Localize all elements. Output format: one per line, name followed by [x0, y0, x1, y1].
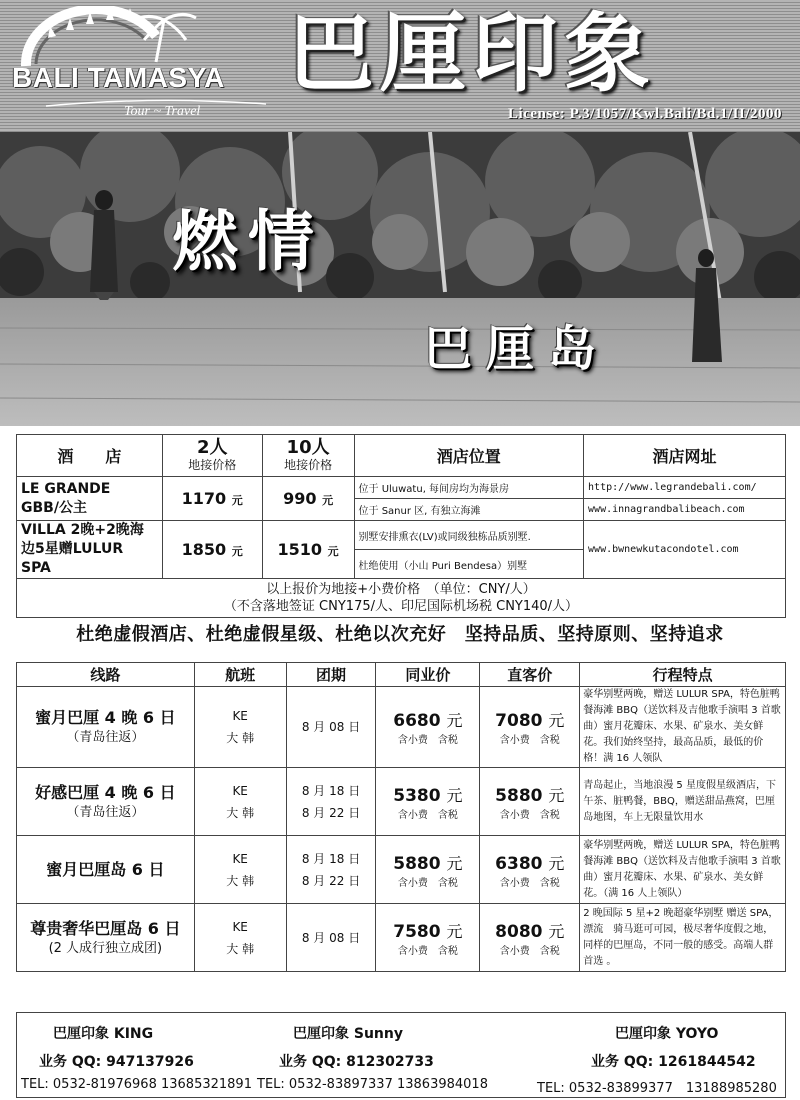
col-peer-price: 同业价: [376, 663, 480, 687]
direct-price: [480, 768, 580, 836]
flight-code: KE: [232, 783, 248, 798]
currency-unit: 元: [548, 785, 565, 805]
contact-tel[interactable]: TEL: 0532-83899377 13188985280: [537, 1081, 777, 1096]
departure-date: 8 月 08 日: [301, 930, 361, 945]
direct-price: [480, 687, 580, 768]
route-features: 豪华别墅两晚，赠送 LULUR SPA，特色脏鸭餐海滩 BBQ（送饮料及吉他歌手演唱 3 首歌曲）蜜月花瓣床、水果、矿泉水、美女鲜花。我们始终坚持，最高品质，最低的价格！满 16 人领队: [580, 687, 786, 768]
col-features: 行程特点: [580, 663, 786, 687]
price-value: 1170: [181, 489, 227, 508]
hotel-location: 位于 Uluwatu, 每间房均为海景房: [354, 477, 584, 499]
license-number: License: P.3/1057/Kwl.Bali/Bd.1/II/2000: [508, 106, 782, 122]
hotel-website-link[interactable]: www.bwnewkutacondotel.com: [584, 521, 786, 579]
contact-qq[interactable]: 业务 QQ: 1261844542: [591, 1054, 756, 1070]
currency-unit: 元: [322, 494, 334, 507]
currency-unit: 元: [548, 711, 565, 730]
brand-logo: [6, 6, 268, 126]
hotel-price-2: [162, 477, 262, 521]
hotel-name: [17, 477, 163, 521]
tip-note: 含小费: [499, 877, 530, 889]
currency-unit: 元: [446, 785, 463, 805]
peer-price: [376, 904, 480, 972]
route-price-table: [16, 662, 786, 972]
contact-tel[interactable]: TEL: 0532-83897337 13863984018: [257, 1077, 488, 1092]
contact-tel[interactable]: TEL: 0532-81976968 13685321891: [21, 1077, 252, 1092]
price-2-label: 2人: [196, 436, 228, 458]
contact-name: 巴厘印象 KING: [53, 1026, 154, 1042]
hotel-table-header: [17, 435, 786, 477]
route-subtitle: （青岛往返）: [66, 730, 145, 745]
tax-note: 含税: [539, 809, 560, 821]
col-dates: 团期: [286, 663, 376, 687]
price-value: 5880: [495, 785, 543, 806]
price-value: 5380: [393, 785, 441, 806]
jungle-lake-scene: [0, 132, 800, 426]
col-route: 线路: [17, 663, 195, 687]
price-value: 5880: [393, 853, 441, 874]
route-row: [17, 687, 786, 768]
hotel-price-table: [16, 434, 786, 618]
contact-qq[interactable]: 业务 QQ: 947137926: [39, 1054, 194, 1070]
direct-price: [480, 836, 580, 904]
col-direct-price: 直客价: [480, 663, 580, 687]
price-value: 6680: [393, 711, 441, 731]
hotel-location: 别墅安排熏衣(LV)或同级独栋品质别墅.: [354, 521, 584, 550]
route-name: [17, 768, 195, 836]
header-banner: [0, 0, 800, 132]
tax-note: 含税: [437, 945, 458, 957]
tax-note: 含税: [437, 735, 458, 746]
price-value: 990: [283, 489, 317, 508]
price-2-sub: 地接价格: [188, 457, 237, 472]
col-price-2: [162, 435, 262, 477]
currency-unit: 元: [446, 853, 463, 873]
route-features: 2 晚国际 5 星+2 晚超豪华别墅 赠送 SPA，漂流 骑马逛可可园，极尽奢华度假之地，同样的巴厘岛，不同一般的感受。高端人群首选 。: [580, 904, 786, 972]
currency-unit: 元: [446, 921, 463, 941]
route-table-header: [17, 663, 786, 687]
direct-price: [480, 904, 580, 972]
contact-qq[interactable]: 业务 QQ: 812302733: [279, 1054, 434, 1070]
hotel-website-link[interactable]: http://www.legrandebali.com/: [584, 477, 786, 499]
departure-date: 8 月 22 日: [301, 805, 361, 820]
price-value: 8080: [495, 921, 543, 942]
route-row: [17, 904, 786, 972]
route-title: 好感巴厘 4 晚 6 日: [35, 782, 176, 802]
col-flight: 航班: [194, 663, 286, 687]
price-value: 1510: [277, 540, 323, 559]
route-flight: [194, 836, 286, 904]
route-dates: [286, 836, 376, 904]
hotel-row: [17, 477, 786, 499]
price-value: 7580: [393, 921, 441, 942]
airline: 大 韩: [226, 941, 255, 956]
currency-unit: 元: [548, 921, 565, 941]
hotel-name: [17, 521, 163, 579]
route-name: [17, 687, 195, 768]
tax-note: 含税: [437, 877, 458, 889]
route-dates: [286, 904, 376, 972]
departure-date: 8 月 22 日: [301, 873, 361, 888]
hero-photo: [0, 132, 800, 426]
contact-name: 巴厘印象 Sunny: [293, 1026, 403, 1042]
route-title: 尊贵奢华巴厘岛 6 日: [30, 918, 181, 938]
airline: 大 韩: [226, 731, 255, 745]
route-row: [17, 768, 786, 836]
route-row: [17, 836, 786, 904]
quality-slogan: 杜绝虚假酒店、杜绝虚假星级、杜绝以次充好 坚持品质、坚持原则、坚持追求: [76, 624, 724, 645]
tip-note: 含小费: [397, 735, 428, 746]
tip-note: 含小费: [499, 735, 530, 746]
tax-note: 含税: [437, 809, 458, 821]
contact-footer: [16, 1012, 786, 1098]
route-title: 蜜月巴厘岛 6 日: [46, 859, 165, 879]
price-note: [17, 579, 786, 618]
price-value: 6380: [495, 853, 543, 874]
departure-date: 8 月 18 日: [301, 783, 361, 798]
route-features: 青岛起止，当地浪漫 5 星度假星级酒店，下午茶、脏鸭餐，BBQ，赠送甜品燕窝，巴厘岛地图，车上无限量饮用水: [580, 768, 786, 836]
price-value: 1850: [181, 540, 227, 559]
col-price-10: [262, 435, 354, 477]
price-value: 7080: [495, 711, 543, 731]
route-name: [17, 836, 195, 904]
tip-note: 含小费: [499, 945, 530, 957]
currency-unit: 元: [548, 853, 565, 873]
hotel-price-2: [162, 521, 262, 579]
hotel-name-line-1: VILLA 2晚+2晚海: [21, 522, 144, 538]
col-location: 酒店位置: [354, 435, 584, 477]
route-name: [17, 904, 195, 972]
hotel-website-link[interactable]: www.innagrandbalibeach.com: [584, 499, 786, 521]
airline: 大 韩: [226, 805, 255, 820]
hotel-name-line-2: GBB/公主: [21, 499, 87, 516]
tip-note: 含小费: [397, 877, 428, 889]
tip-note: 含小费: [397, 945, 428, 957]
route-dates: [286, 768, 376, 836]
departure-date: 8 月 08 日: [301, 720, 361, 734]
contact-name: 巴厘印象 YOYO: [615, 1026, 719, 1042]
route-flight: [194, 768, 286, 836]
tax-note: 含税: [539, 877, 560, 889]
currency-unit: 元: [327, 545, 339, 558]
col-hotel: 酒 店: [17, 435, 163, 477]
route-subtitle: (2 人成行独立成团): [48, 940, 163, 956]
departure-date: 8 月 18 日: [301, 851, 361, 866]
hotel-name-line-2: 边5星赠LULUR SPA: [21, 541, 124, 576]
price-note-row: [17, 579, 786, 618]
hero-slogan-2: 巴厘岛: [424, 321, 611, 377]
page-title: 巴厘印象: [288, 4, 656, 104]
hotel-location: 位于 Sanur 区, 有独立海滩: [354, 499, 584, 521]
hotel-row: [17, 521, 786, 550]
flight-code: KE: [232, 919, 248, 934]
hotel-price-10: [262, 477, 354, 521]
hotel-price-10: [262, 521, 354, 579]
route-subtitle: （青岛往返）: [66, 804, 145, 820]
tax-note: 含税: [539, 735, 560, 746]
price-10-label: 10人: [286, 436, 330, 458]
flight-code: KE: [232, 851, 248, 866]
route-flight: [194, 687, 286, 768]
price-note-line-1: 以上报价为地接+小费价格 （单位：CNY/人）: [266, 582, 536, 597]
flight-code: KE: [232, 709, 248, 723]
peer-price: [376, 687, 480, 768]
hero-slogan-1: 燃情: [172, 203, 324, 280]
route-title: 蜜月巴厘 4 晚 6 日: [35, 708, 176, 727]
peer-price: [376, 768, 480, 836]
route-flight: [194, 904, 286, 972]
brand-name: BALI TAMASYA: [12, 62, 225, 93]
route-dates: [286, 687, 376, 768]
tip-note: 含小费: [397, 809, 428, 821]
hotel-name-line-1: LE GRANDE: [21, 480, 111, 497]
currency-unit: 元: [231, 545, 243, 558]
currency-unit: 元: [446, 711, 463, 730]
tip-note: 含小费: [499, 809, 530, 821]
route-features: 豪华别墅两晚，赠送 LULUR SPA，特色脏鸭餐海滩 BBQ（送饮料及吉他歌手演唱 3 首歌曲）蜜月花瓣床、水果、矿泉水、美女鲜花。（满 16 人上领队）: [580, 836, 786, 904]
price-note-line-2: （不含落地签证 CNY175/人、印尼国际机场税 CNY140/人）: [223, 599, 579, 614]
hotel-location: 杜绝使用（小山 Puri Bendesa）别墅: [354, 550, 584, 579]
tax-note: 含税: [539, 945, 560, 957]
col-website: 酒店网址: [584, 435, 786, 477]
peer-price: [376, 836, 480, 904]
price-10-sub: 地接价格: [284, 457, 333, 472]
airline: 大 韩: [226, 873, 255, 888]
currency-unit: 元: [231, 494, 243, 507]
brand-subtitle: Tour ~ Travel: [124, 104, 201, 119]
